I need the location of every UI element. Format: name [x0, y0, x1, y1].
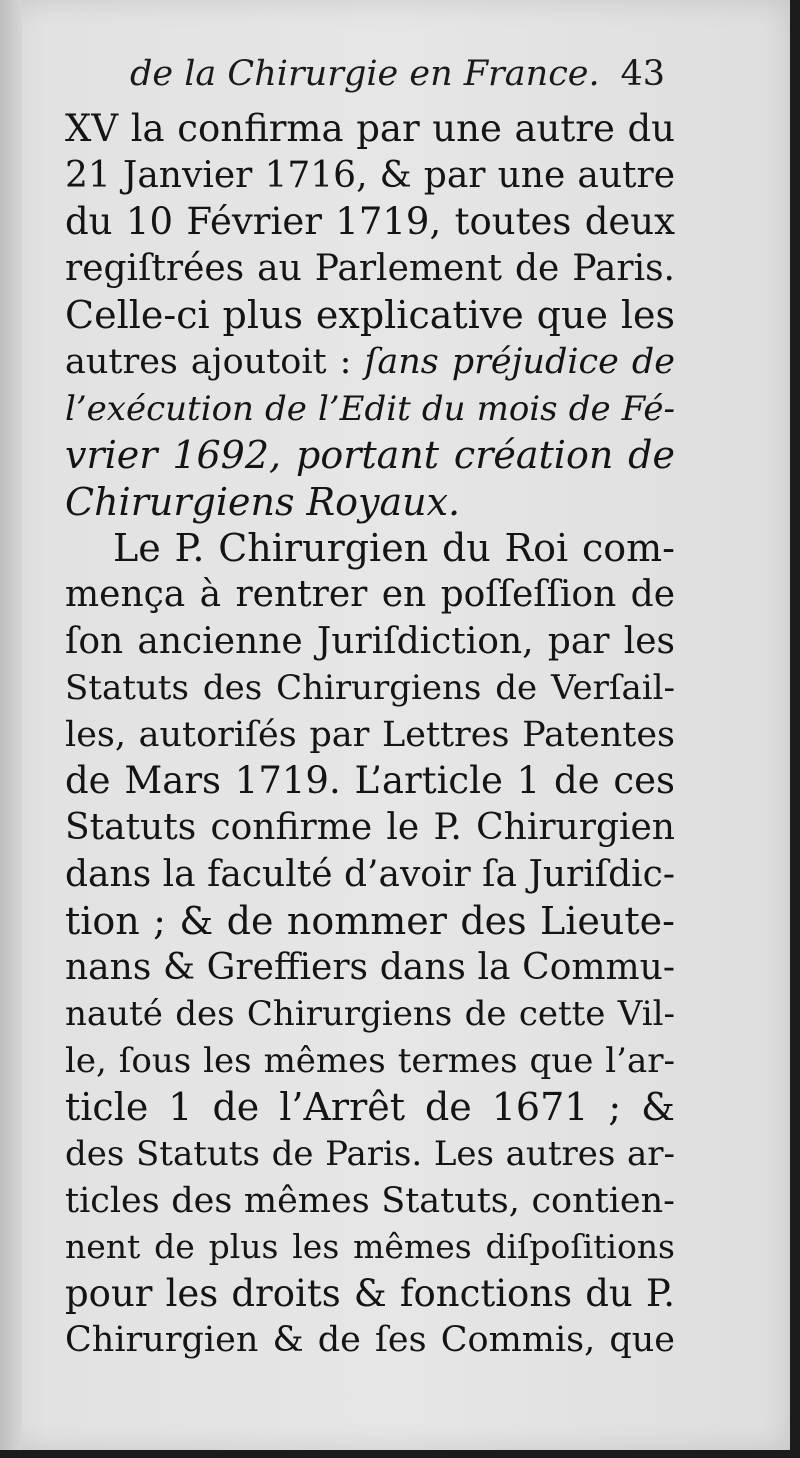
- text-line: de Mars 1719. L’article 1 de ces: [65, 759, 675, 803]
- text-line: Statuts confirme le P. Chirurgien: [65, 806, 675, 848]
- italic-quote-line: l’exécution de l’Edit du mois de Fé-: [65, 388, 675, 429]
- italic-quote-segment: ſans préjudice de: [364, 341, 675, 382]
- paragraph-start-line: Le P. Chirurgien du Roi com-: [113, 526, 675, 571]
- text-line: [65, 339, 675, 386]
- text-line: dans la faculté d’avoir ſa Juriſdic-: [65, 853, 675, 895]
- text-line: les, autoriſés par Lettres Patentes: [65, 714, 675, 755]
- text-line: tion ; & de nommer des Lieute-: [65, 899, 675, 944]
- page-number: 43: [620, 54, 665, 94]
- text-line: ticle 1 de l’Arrêt de 1671 ; &: [65, 1085, 675, 1130]
- text-line: pour les droits & fonctions du P.: [65, 1271, 675, 1315]
- text-line: 21 Janvier 1716, & par une autre: [65, 154, 675, 196]
- text-line: le, ſous les mêmes termes que l’ar-: [65, 1040, 675, 1081]
- text-line: regiſtrées au Parlement de Paris.: [65, 247, 675, 289]
- italic-quote-line: vrier 1692, portant création de: [65, 433, 675, 478]
- text-line: nent de plus les mêmes diſpoſitions: [65, 1227, 675, 1267]
- text-line: ticles des mêmes Statuts, contien-: [65, 1180, 675, 1221]
- page-gutter-shadow: [0, 0, 22, 1450]
- text-line: XV la confirma par une autre du: [65, 107, 675, 150]
- text-line: Celle-ci plus explicative que les: [65, 293, 675, 338]
- text-line: Chirurgien & de ſes Commis, que: [65, 1320, 675, 1361]
- text-line: Statuts des Chirurgiens de Verſail-: [65, 668, 675, 709]
- body-text: [65, 106, 675, 1364]
- text-line: mença à rentrer en poſſeſſion de: [65, 573, 675, 615]
- text-line: ſon ancienne Juriſdiction, par les: [65, 620, 675, 662]
- text-line: du 10 Février 1719, toutes deux: [65, 200, 675, 244]
- text-line: nans & Greffiers dans la Commu-: [65, 946, 675, 988]
- running-title: de la Chirurgie en France.: [130, 54, 600, 94]
- page-header: [130, 50, 665, 110]
- text-segment: autres ajoutoit :: [65, 341, 352, 382]
- text-line: nauté des Chirurgiens de cette Vil-: [65, 994, 675, 1035]
- italic-quote-line: Chirurgiens Royaux.: [65, 479, 461, 524]
- text-line: des Statuts de Paris. Les autres ar-: [65, 1134, 675, 1175]
